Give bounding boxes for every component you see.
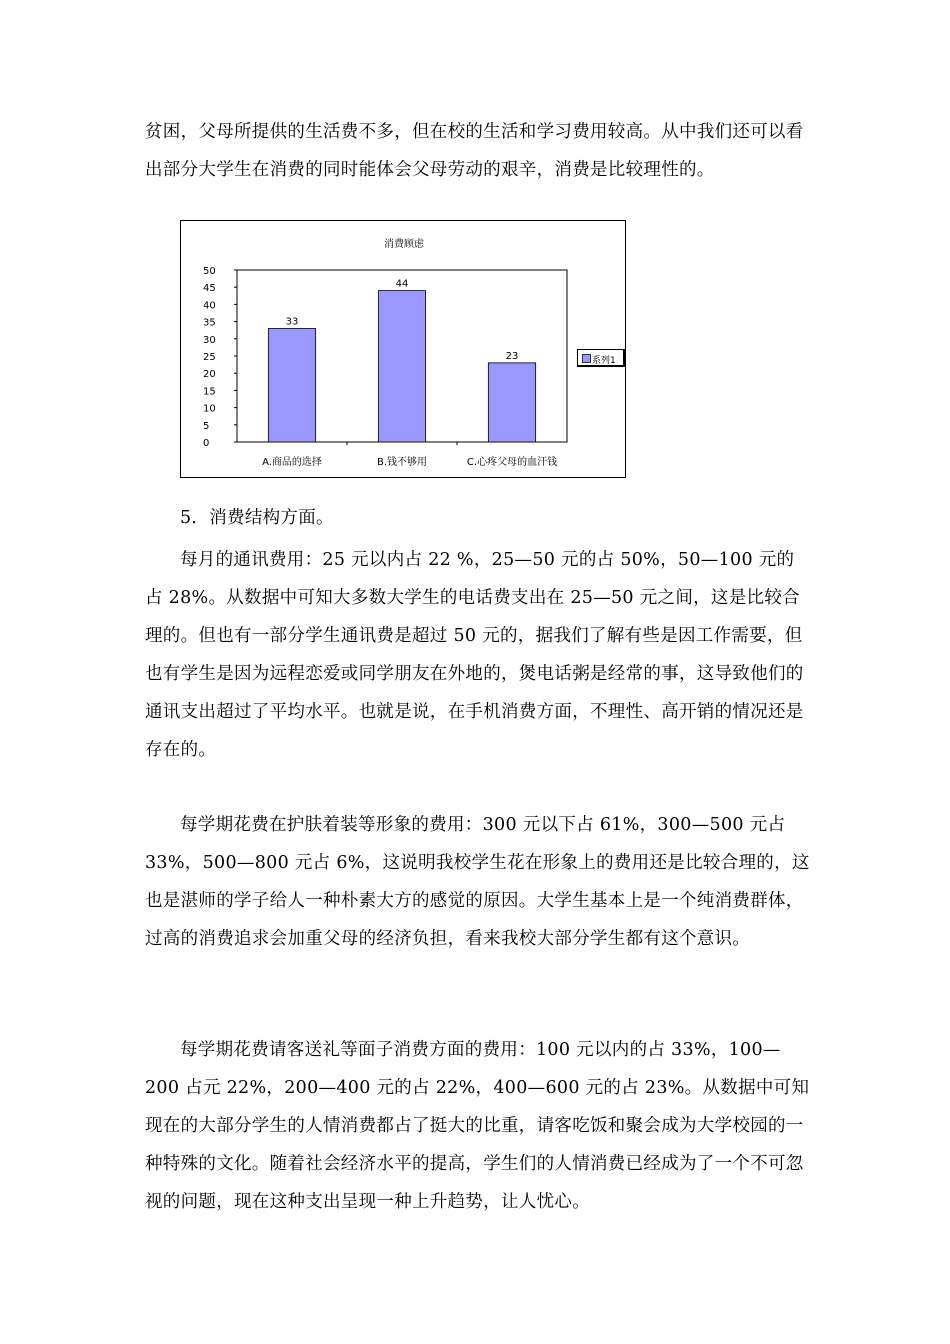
x-tick-label: A.商品的选择 [262, 457, 322, 468]
data-label: 33 [285, 316, 299, 328]
x-tick-label: C.心疼父母的血汗钱 [466, 457, 558, 468]
y-tick-label: 0 [203, 438, 210, 449]
paragraph-intro: 贫困，父母所提供的生活费不多，但在校的生活和学习费用较高。从中我们还可以看出部分大学生在消费的同时能体会父母劳动的艰辛，消费是比较理性的。 [145, 122, 804, 180]
y-tick-label: 25 [203, 352, 216, 363]
legend-label: 系列1 [592, 356, 616, 366]
y-tick-label: 15 [203, 386, 216, 398]
y-tick-label: 50 [203, 266, 216, 277]
y-tick-label: 30 [203, 334, 216, 346]
x-tick-label: B.钱不够用 [376, 457, 428, 468]
legend-swatch [582, 354, 591, 363]
chart-legend [577, 349, 625, 367]
y-tick-label: 40 [203, 300, 216, 312]
data-label: 44 [395, 278, 409, 290]
y-tick-label: 35 [203, 317, 216, 329]
paragraph-appearance: 每学期花费在护肤着装等形象的费用：300 元以下占 61%，300—500 元占 33%，500—800 元占 6%，这说明我校学生花在形象上的费用还是比较合理的，这也是湛师的学子给人一种朴素大方的感觉的原因。大学生基本上是一个纯消费群体，过高的消费追求会加重父母的经济负担，看来我校大部分学生都有这个意识。 [145, 815, 810, 949]
bar [378, 291, 425, 442]
data-label: 23 [505, 350, 519, 362]
section-heading: 5．消费结构方面。 [180, 508, 334, 528]
chart-title: 消费顾虑 [384, 239, 424, 250]
chart-plot [181, 221, 627, 479]
y-tick-label: 5 [203, 420, 210, 432]
y-tick-label: 20 [203, 369, 216, 381]
y-tick-label: 45 [203, 283, 216, 295]
paragraph-communication: 每月的通讯费用：25 元以内占 22 %，25—50 元的占 50%，50—100 元的占 28%。从数据中可知大多数大学生的电话费支出在 25—50 元之间，这是比较合理的。但也有一部分学生通讯费是超过 50 元的，据我们了解有些是因工作需要，但也有学生是因为远程恋爱或同学朋友在外地的，煲电话粥是经常的事，这导致他们的通讯支出超过了平均水平。也就是说，在手机消费方面，不理性、高开销的情况还是存在的。 [145, 550, 804, 760]
bar-chart [180, 220, 626, 478]
y-tick-label: 10 [203, 403, 216, 415]
paragraph-social: 每学期花费请客送礼等面子消费方面的费用：100 元以内的占 33%，100—200 占元 22%，200—400 元的占 22%，400—600 元的占 23%。从数据中可知现在的大部分学生的人情消费都占了挺大的比重，请客吃饭和聚会成为大学校园的一种特殊的文化。随着社会经济水平的提高，学生们的人情消费已经成为了一个不可忽视的问题，现在这种支出呈现一种上升趋势，让人忧心。 [145, 1040, 810, 1212]
bar [488, 363, 535, 442]
bar [268, 328, 315, 442]
